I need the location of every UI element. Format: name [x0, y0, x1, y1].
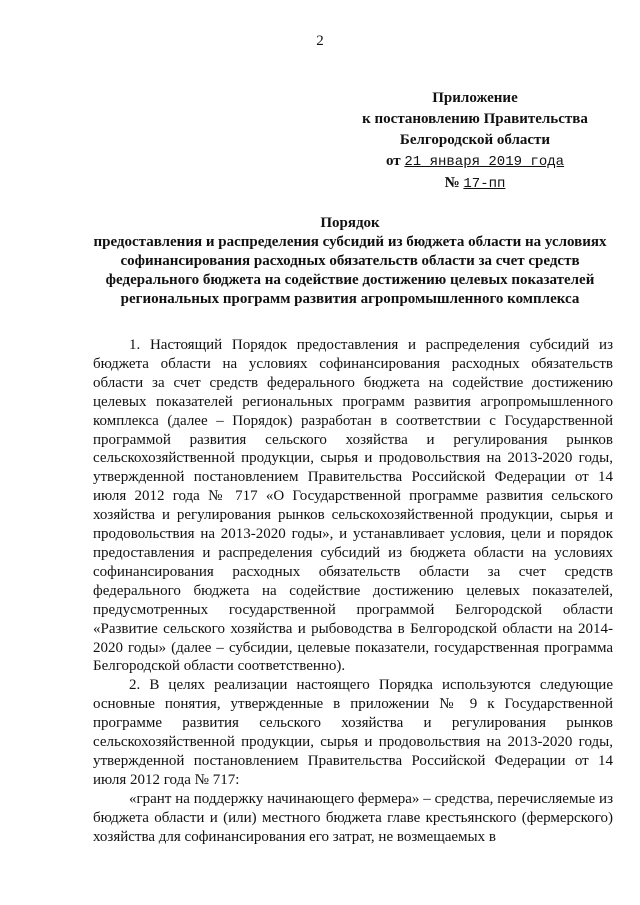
date-value: 21 января 2019 года: [404, 154, 565, 170]
document-title: [80, 214, 620, 309]
appendix-label: Приложение: [432, 90, 518, 106]
number-value: 17-пп: [463, 176, 506, 192]
title-line-3: софинансирования расходных обязательств области за счет средств: [120, 253, 580, 269]
date-prefix: от: [385, 153, 401, 169]
appendix-line-region: Белгородской области: [399, 132, 551, 148]
appendix-number-line: [340, 173, 610, 195]
paragraph-3: «грант на поддержку начинающего фермера» – средства, перечисляемые из бюджета области и (или) местного бюджета главе крестьянского (фермерского) хозяйства для софинансирования его затрат, не возмещаемых в: [93, 790, 613, 845]
appendix-block: [340, 88, 610, 195]
title-line-4: федерального бюджета на содействие достижению целевых показателей: [105, 272, 595, 288]
page-number: 2: [316, 33, 324, 49]
title-line-1: Порядок: [320, 215, 380, 231]
appendix-line-resolution: к постановлению Правительства: [362, 111, 588, 127]
number-prefix: №: [444, 175, 460, 191]
body-text: [93, 336, 613, 846]
appendix-date-line: [340, 151, 610, 173]
title-line-2: предоставления и распределения субсидий из бюджета области на условиях: [93, 234, 607, 250]
title-line-5: региональных программ развития агропромышленного комплекса: [120, 291, 580, 307]
paragraph-2: 2. В целях реализации настоящего Порядка используются следующие основные понятия, утвержденные в приложении № 9 к Государственной программе развития сельского хозяйства и регулирования рынков сельскохозяйственной продукции, сырья и продовольствия на 2013-2020 годы, утвержденной постановлением Правительства Российской Федерации от 14 июля 2012 года № 717:: [93, 677, 613, 788]
paragraph-1: 1. Настоящий Порядок предоставления и распределения субсидий из бюджета области на условиях софинансирования расходных обязательств области за счет средств федерального бюджета на содействие достижению целевых показателей региональных программ развития агропромышленного комплекса (далее – Порядок) разработан в соответствии с Государственной программой развития сельского хозяйства и регулирования рынков сельскохозяйственной продукции, сырья и продовольствия на 2013-2020 годы, утвержденной постановлением Правительства Российской Федерации от 14 июля 2012 года № 717 «О Государственной программе развития сельского хозяйства и регулирования рынков сельскохозяйственной продукции, сырья и продовольствия на 2013-2020 годы», и устанавливает условия, цели и порядок предоставления и распределения субсидий из бюджета области на условиях софинансирования расходных обязательств области за счет средств федерального бюджета на содействие достижению целевых показателей, предусмотренных государственной программой Белгородской области «Развитие сельского хозяйства и рыбоводства в Белгородской области на 2014-2020 годы» (далее – субсидии, целевые показатели, государственная программа Белгородской области соответственно).: [93, 337, 613, 675]
